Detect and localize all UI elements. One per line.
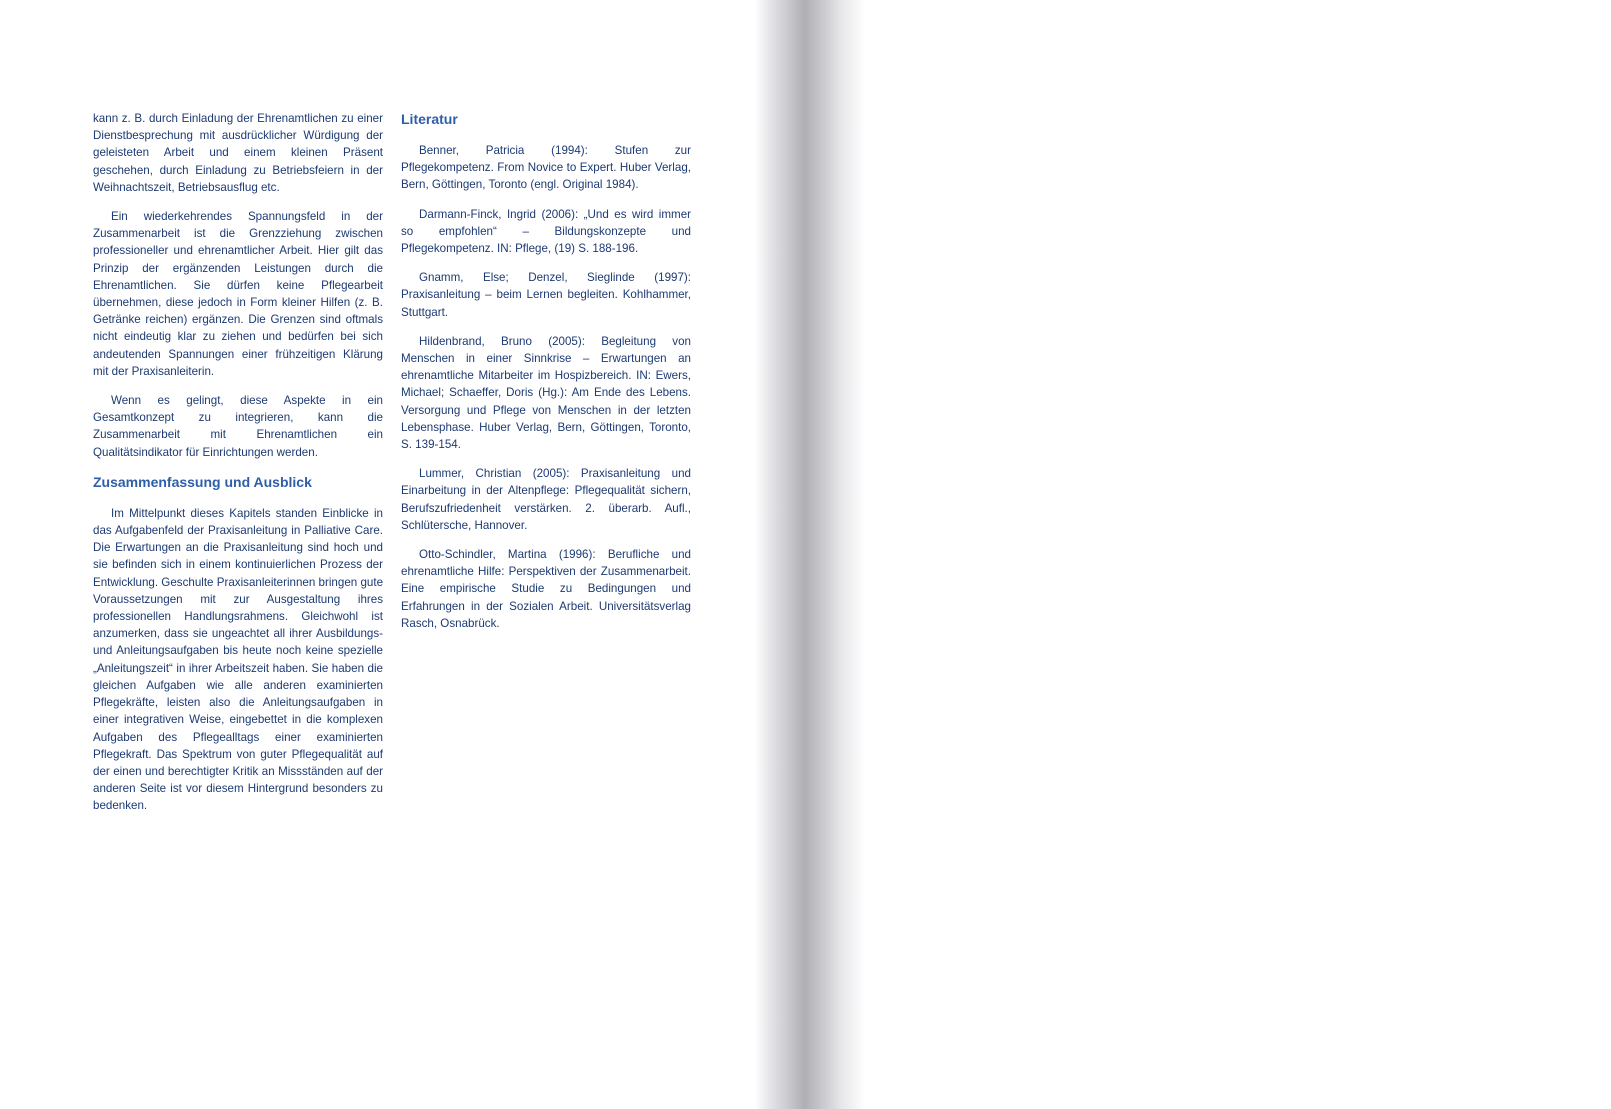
references-heading: Literatur: [401, 111, 458, 127]
reference-entry: Gnamm, Else; Denzel, Sieglinde (1997): Praxisanleitung – beim Lernen begleiten. Kohlhammer, Stuttgart.: [401, 271, 691, 319]
reference-entry: Lummer, Christian (2005): Praxisanleitung und Einarbeitung in der Altenpflege: Pflegequalität sichern, Berufszufriedenheit verstärken. 2. überarb. Aufl., Schlütersche, Hannover.: [401, 467, 691, 532]
reference-entry: Otto-Schindler, Martina (1996): Berufliche und ehrenamtliche Hilfe: Perspektiven der Zusammenarbeit. Eine empirische Studie zu Bedingungen und Erfahrungen in der Sozialen Arbeit. Universitätsverlag Rasch, Osnabrück.: [401, 548, 691, 630]
paragraph-ehrenamt-wuerdigung: kann z. B. durch Einladung der Ehrenamtlichen zu einer Dienstbesprechung mit ausdrücklicher Würdigung der geleisteten Arbeit und einem kleinen Präsent geschehen, durch Einladung zu Betriebsfeiern in der Weihnachtszeit, Betriebsausflug etc.: [93, 112, 383, 194]
references-column: [401, 110, 691, 644]
right-page-blank: [865, 0, 1611, 1109]
paragraph-zusammenfassung: Im Mittelpunkt dieses Kapitels standen Einblicke in das Aufgabenfeld der Praxisanleitung in Palliative Care. Die Erwartungen an die Praxisanleitung sind hoch und sie befinden sich in einem kontinuierlichen Prozess der Entwicklung. Geschulte Praxisanleiterinnen bringen gute Voraussetzungen mit zur Ausgestaltung ihres professionellen Handlungsrahmens. Gleichwohl ist anzumerken, dass sie ungeachtet all ihrer Ausbildungs- und Anleitungsaufgaben bis heute noch keine spezielle „Anleitungszeit“ in ihrer Arbeitszeit haben. Sie haben die gleichen Aufgaben wie alle anderen examinierten Pflegekräfte, leisten also die Anleitungsaufgaben in einer integrativen Weise, eingebettet in die komplexen Aufgaben des Pflegealltags einer examinierten Pflegekraft. Das Spektrum von guter Pflegequalität auf der einen und berechtigter Kritik an Missständen auf der anderen Seite ist vor diesem Hintergrund besonders zu bedenken.: [93, 506, 384, 813]
section-heading-zusammenfassung: Zusammenfassung und Ausblick: [93, 473, 312, 490]
book-gutter-shadow: [755, 0, 865, 1109]
left-page: [0, 0, 760, 1109]
left-text-column: [93, 110, 383, 827]
reference-entry: Hildenbrand, Bruno (2005): Begleitung von Menschen in einer Sinnkrise – Erwartungen an ehrenamtliche Mitarbeiter im Hospizbereich. IN: Ewers, Michael; Schaeffer, Doris (Hg.): Am Ende des Lebens. Versorgung und Pflege von Menschen in der letzten Lebensphase. Huber Verlag, Bern, Göttingen, Toronto, S. 139-154.: [401, 334, 691, 452]
reference-entry: Darmann-Finck, Ingrid (2006): „Und es wird immer so empfohlen“ – Bildungskonzepte und Pflegekompetenz. IN: Pflege, (19) S. 188-196.: [401, 207, 691, 256]
paragraph-spannungsfeld: Ein wiederkehrendes Spannungsfeld in der Zusammenarbeit ist die Grenzziehung zwischen professioneller und ehrenamtlicher Arbeit. Hier gilt das Prinzip der ergänzenden Leistungen durch die Ehrenamtlichen. Sie dürfen keine Pflegearbeit übernehmen, diese jedoch in Form kleiner Hilfen (z. B. Getränke reichen) ergänzen. Die Grenzen sind oftmals nicht eindeutig klar zu ziehen und bedürfen bei sich andeutenden Spannungen einer frühzeitigen Klärung mit der Praxisanleiterin.: [93, 210, 383, 378]
reference-entry: Benner, Patricia (1994): Stufen zur Pflegekompetenz. From Novice to Expert. Huber Verlag, Bern, Göttingen, Toronto (engl. Original 1984).: [401, 144, 691, 192]
paragraph-gesamtkonzept: Wenn es gelingt, diese Aspekte in ein Gesamtkonzept zu integrieren, kann die Zusammenarbeit mit Ehrenamtlichen ein Qualitätsindikator für Einrichtungen werden.: [93, 394, 383, 459]
